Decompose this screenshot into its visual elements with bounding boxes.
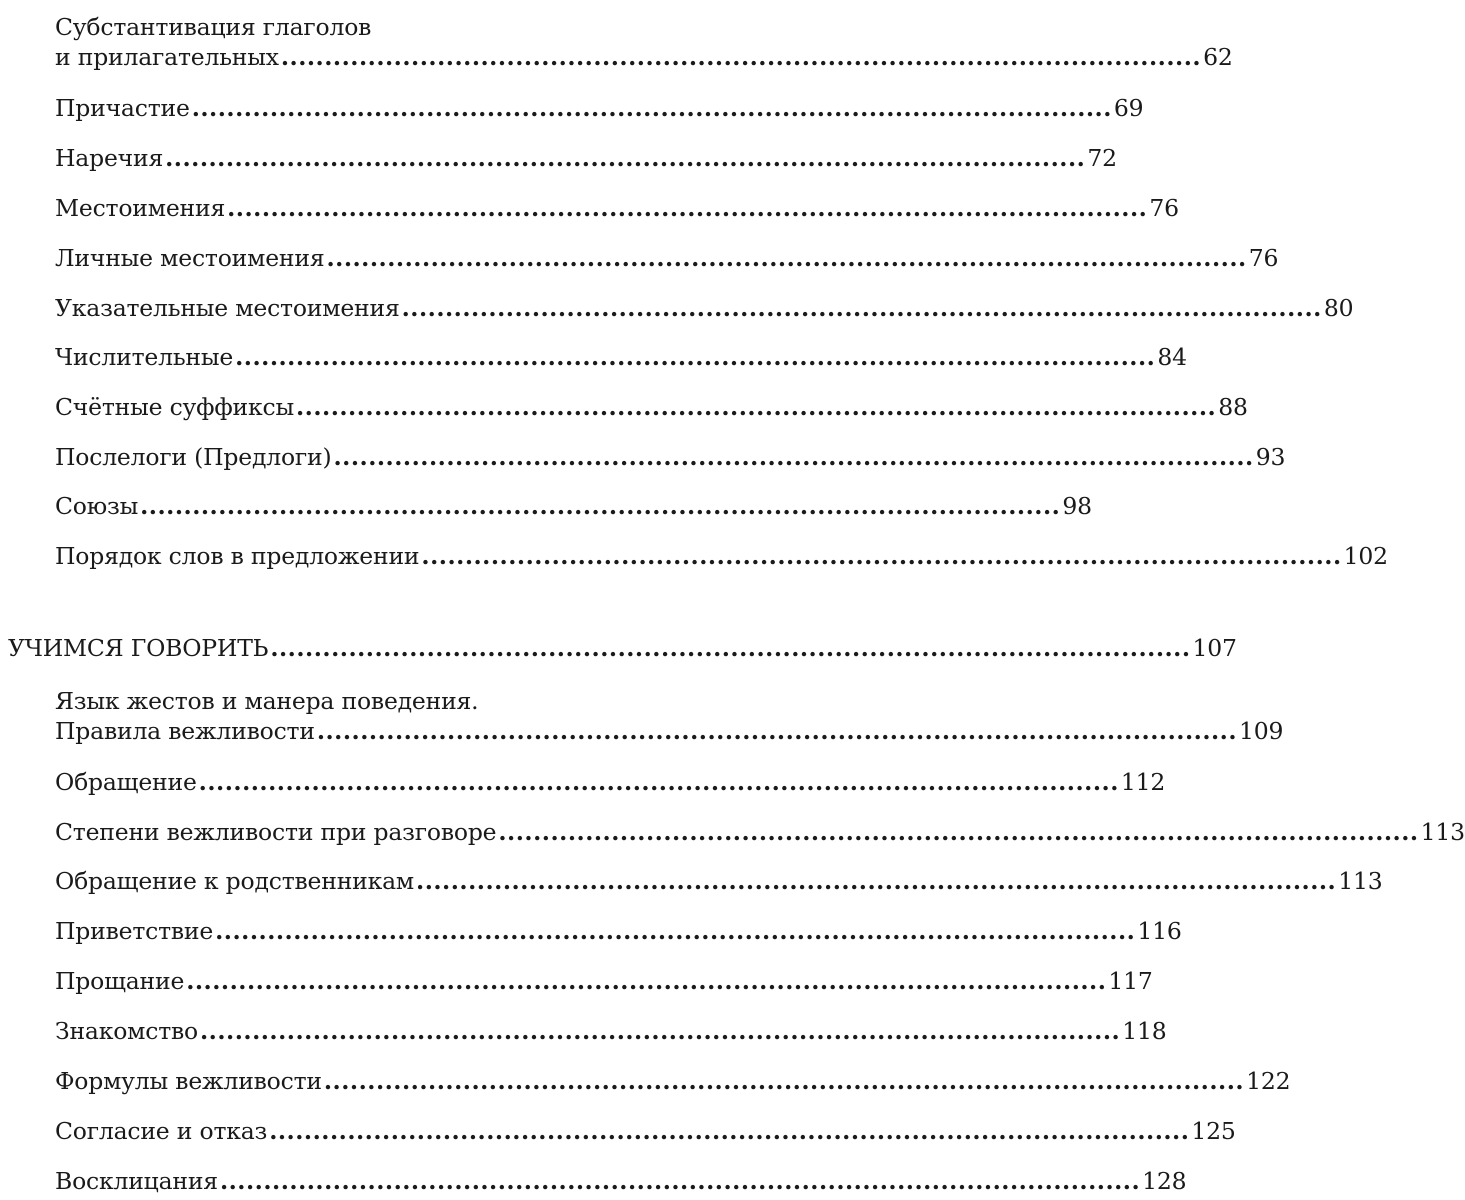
dot-leader: .......................................................................................................... bbox=[295, 393, 1217, 421]
toc-entry-title: Наречия bbox=[55, 144, 164, 172]
toc-entry-exclamations[interactable] bbox=[55, 1166, 1187, 1196]
toc-entry-title: Порядок слов в предложении bbox=[55, 542, 420, 570]
toc-entry-addressing-relatives[interactable] bbox=[55, 866, 1383, 896]
toc-entry-title: Союзы bbox=[55, 492, 139, 520]
toc-entry-substantivation[interactable] bbox=[55, 12, 1233, 72]
toc-entry-gestures-politeness[interactable] bbox=[55, 686, 1284, 746]
toc-entry-counter-suffixes[interactable] bbox=[55, 392, 1248, 422]
dot-leader: .......................................................................................................... bbox=[186, 967, 1107, 995]
toc-section-learning-to-speak[interactable] bbox=[8, 633, 1237, 663]
dot-leader: .......................................................................................................... bbox=[269, 1117, 1190, 1145]
toc-entry-title: Прощание bbox=[55, 967, 185, 995]
dot-leader: .......................................................................................................... bbox=[270, 634, 1191, 662]
toc-entry-title: Степени вежливости при разговоре bbox=[55, 818, 497, 846]
toc-entry-politeness-formulas[interactable] bbox=[55, 1066, 1291, 1096]
dot-leader: .......................................................................................................... bbox=[140, 492, 1061, 520]
dot-leader: .......................................................................................................... bbox=[227, 194, 1148, 222]
toc-entry-title: и прилагательных bbox=[55, 43, 279, 71]
toc-entry-greeting[interactable] bbox=[55, 916, 1182, 946]
toc-entry-farewell[interactable] bbox=[55, 966, 1153, 996]
dot-leader: .......................................................................................................... bbox=[401, 294, 1322, 322]
toc-entry-acquaintance[interactable] bbox=[55, 1016, 1167, 1046]
toc-page-number: 109 bbox=[1239, 717, 1284, 745]
toc-page-number: 69 bbox=[1113, 94, 1144, 122]
toc-entry-title: Правила вежливости bbox=[55, 717, 315, 745]
toc-entry-word-order[interactable] bbox=[55, 541, 1388, 571]
toc-entry-title: Местоимения bbox=[55, 194, 226, 222]
toc-entry-postpositions[interactable] bbox=[55, 442, 1286, 472]
toc-entry-personal-pronouns[interactable] bbox=[55, 243, 1279, 273]
dot-leader: .......................................................................................................... bbox=[316, 717, 1238, 745]
toc-page-number: 113 bbox=[1420, 818, 1465, 846]
toc-page-number: 102 bbox=[1343, 542, 1388, 570]
toc-page-number: 62 bbox=[1203, 43, 1233, 71]
dot-leader: .......................................................................................................... bbox=[333, 443, 1254, 471]
toc-page-number: 112 bbox=[1120, 768, 1166, 796]
dot-leader: .......................................................................................................... bbox=[215, 917, 1136, 945]
toc-entry-title: Числительные bbox=[55, 343, 234, 371]
toc-page-number: 88 bbox=[1218, 393, 1248, 421]
toc-entry-title: Знакомство bbox=[55, 1017, 198, 1045]
toc-page-number: 117 bbox=[1108, 967, 1153, 995]
dot-leader: .......................................................................................................... bbox=[199, 1017, 1121, 1045]
toc-page-number: 116 bbox=[1137, 917, 1182, 945]
toc-entry-politeness-levels[interactable] bbox=[55, 817, 1465, 847]
toc-entry-participle[interactable] bbox=[55, 93, 1144, 123]
toc-page-number: 125 bbox=[1191, 1117, 1236, 1145]
toc-entry-title-first-line: Язык жестов и манера поведения. bbox=[55, 687, 479, 715]
dot-leader: .......................................................................................................... bbox=[326, 244, 1247, 272]
dot-leader: .......................................................................................................... bbox=[280, 43, 1202, 71]
toc-entry-pronouns[interactable] bbox=[55, 193, 1179, 223]
toc-entry-address[interactable] bbox=[55, 767, 1166, 797]
toc-page-number: 93 bbox=[1255, 443, 1286, 471]
dot-leader: .......................................................................................................... bbox=[235, 343, 1156, 371]
toc-page-number: 98 bbox=[1062, 492, 1092, 520]
toc-section-title: УЧИМСЯ ГОВОРИТЬ bbox=[8, 634, 269, 662]
toc-page-number: 84 bbox=[1157, 343, 1187, 371]
toc-page-number: 107 bbox=[1192, 634, 1237, 662]
toc-entry-title: Согласие и отказ bbox=[55, 1117, 268, 1145]
dot-leader: .......................................................................................................... bbox=[219, 1167, 1141, 1195]
toc-page-number: 113 bbox=[1338, 867, 1383, 895]
toc-entry-agreement-refusal[interactable] bbox=[55, 1116, 1236, 1146]
toc-entry-title: Восклицания bbox=[55, 1167, 218, 1195]
toc-entry-title: Обращение к родственникам bbox=[55, 867, 415, 895]
dot-leader: .......................................................................................................... bbox=[191, 94, 1112, 122]
dot-leader: .......................................................................................................... bbox=[498, 818, 1419, 846]
toc-entry-numerals[interactable] bbox=[55, 342, 1187, 372]
toc-page-number: 76 bbox=[1149, 194, 1179, 222]
toc-entry-demonstrative-pronouns[interactable] bbox=[55, 293, 1354, 323]
dot-leader: .......................................................................................................... bbox=[323, 1067, 1245, 1095]
dot-leader: .......................................................................................................... bbox=[198, 768, 1119, 796]
dot-leader: .......................................................................................................... bbox=[165, 144, 1086, 172]
toc-entry-title: Обращение bbox=[55, 768, 197, 796]
toc-entry-title: Счётные суффиксы bbox=[55, 393, 294, 421]
toc-entry-title: Формулы вежливости bbox=[55, 1067, 322, 1095]
toc-entry-conjunctions[interactable] bbox=[55, 491, 1092, 521]
toc-entry-title: Указательные местоимения bbox=[55, 294, 400, 322]
toc-entry-title: Послелоги (Предлоги) bbox=[55, 443, 332, 471]
toc-page-number: 128 bbox=[1142, 1167, 1187, 1195]
toc-page-number: 80 bbox=[1323, 294, 1354, 322]
dot-leader: .......................................................................................................... bbox=[416, 867, 1337, 895]
toc-page-number: 122 bbox=[1246, 1067, 1291, 1095]
toc-entry-title: Причастие bbox=[55, 94, 190, 122]
toc-page-number: 118 bbox=[1122, 1017, 1167, 1045]
toc-entry-title: Личные местоимения bbox=[55, 244, 325, 272]
toc-entry-title: Приветствие bbox=[55, 917, 214, 945]
toc-page-number: 72 bbox=[1087, 144, 1117, 172]
toc-entry-title-first-line: Субстантивация глаголов bbox=[55, 13, 372, 41]
toc-entry-adverbs[interactable] bbox=[55, 143, 1117, 173]
dot-leader: .......................................................................................................... bbox=[421, 542, 1342, 570]
toc-page-number: 76 bbox=[1248, 244, 1279, 272]
